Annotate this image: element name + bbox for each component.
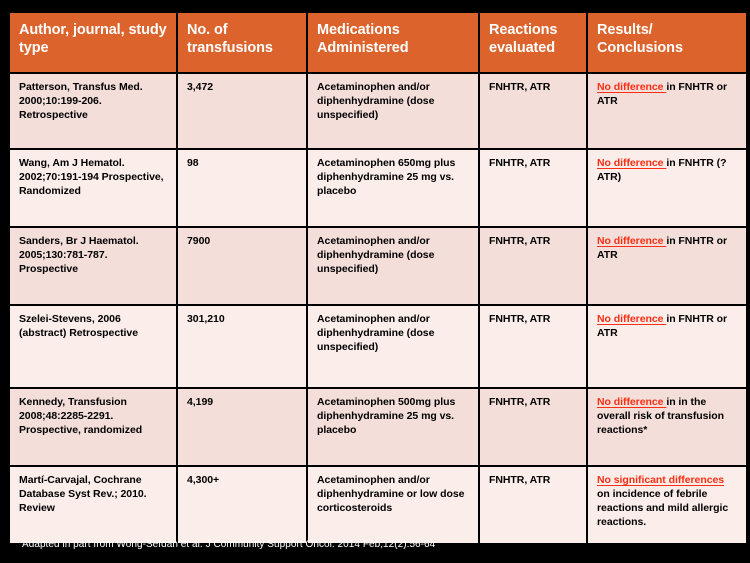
- cell-author: Szelei-Stevens, 2006 (abstract) Retrospective: [10, 306, 176, 387]
- table-row: [10, 150, 746, 226]
- table-row: [10, 389, 746, 465]
- cell-transfusions: 4,199: [178, 389, 306, 465]
- result-highlight: No difference: [597, 235, 667, 247]
- cell-author: Sanders, Br J Haematol. 2005;130:781-787. Prospective: [10, 228, 176, 304]
- cell-results: [588, 150, 746, 226]
- column-header-reactions: Reactions evaluated: [480, 13, 586, 72]
- cell-transfusions: 301,210: [178, 306, 306, 387]
- cell-medications: Acetaminophen and/or diphenhydramine (dose unspecified): [308, 306, 478, 387]
- evidence-table-container: [8, 11, 742, 545]
- result-highlight: No difference: [597, 81, 667, 93]
- result-highlight: No significant differences: [597, 474, 725, 486]
- cell-medications: Acetaminophen 650mg plus diphenhydramine 25 mg vs. placebo: [308, 150, 478, 226]
- result-rest: in FNHTR or ATR: [597, 81, 728, 107]
- table-row: [10, 306, 746, 387]
- cell-medications: Acetaminophen and/or diphenhydramine (dose unspecified): [308, 228, 478, 304]
- cell-medications: Acetaminophen and/or diphenhydramine or low dose corticosteroids: [308, 467, 478, 543]
- cell-results: [588, 74, 746, 148]
- cell-reactions: FNHTR, ATR: [480, 306, 586, 387]
- cell-medications: Acetaminophen and/or diphenhydramine (dose unspecified): [308, 74, 478, 148]
- result-rest: in FNHTR or ATR: [597, 313, 728, 339]
- table-row: [10, 467, 746, 543]
- cell-transfusions: 7900: [178, 228, 306, 304]
- cell-author: Martí-Carvajal, Cochrane Database Syst Rev.; 2010. Review: [10, 467, 176, 543]
- evidence-table: [8, 11, 748, 545]
- cell-reactions: FNHTR, ATR: [480, 74, 586, 148]
- result-highlight: No difference: [597, 396, 667, 408]
- cell-results: [588, 228, 746, 304]
- table-body: [10, 74, 746, 543]
- footer-citation: Adapted in part from Wong-Sefdan et al. J Community Support Oncol. 2014 Feb;12(2):56-64: [22, 539, 436, 550]
- table-row: [10, 74, 746, 148]
- column-header-medications: Medications Administered: [308, 13, 478, 72]
- cell-results: [588, 306, 746, 387]
- cell-results: [588, 467, 746, 543]
- table-header: [10, 13, 746, 72]
- cell-author: Wang, Am J Hematol. 2002;70:191-194 Prospective, Randomized: [10, 150, 176, 226]
- result-rest: on incidence of febrile reactions and mild allergic reactions.: [597, 487, 729, 528]
- cell-author: Patterson, Transfus Med. 2000;10:199-206. Retrospective: [10, 74, 176, 148]
- cell-results: [588, 389, 746, 465]
- table-row: [10, 228, 746, 304]
- cell-medications: Acetaminophen 500mg plus diphenhydramine 25 mg vs. placebo: [308, 389, 478, 465]
- cell-transfusions: 3,472: [178, 74, 306, 148]
- result-rest: in FNHTR or ATR: [597, 235, 728, 261]
- result-rest: in FNHTR (? ATR): [597, 157, 727, 183]
- cell-transfusions: 98: [178, 150, 306, 226]
- cell-reactions: FNHTR, ATR: [480, 150, 586, 226]
- column-header-author: Author, journal, study type: [10, 13, 176, 72]
- cell-reactions: FNHTR, ATR: [480, 467, 586, 543]
- column-header-transfusions: No. of transfusions: [178, 13, 306, 72]
- cell-reactions: FNHTR, ATR: [480, 389, 586, 465]
- result-rest: in in the overall risk of transfusion reactions*: [597, 396, 725, 436]
- column-header-results: Results/ Conclusions: [588, 13, 746, 72]
- cell-transfusions: 4,300+: [178, 467, 306, 543]
- cell-reactions: FNHTR, ATR: [480, 228, 586, 304]
- result-highlight: No difference: [597, 313, 667, 325]
- table-header-row: [10, 13, 746, 72]
- result-highlight: No difference: [597, 157, 667, 169]
- cell-author: Kennedy, Transfusion 2008;48:2285-2291. Prospective, randomized: [10, 389, 176, 465]
